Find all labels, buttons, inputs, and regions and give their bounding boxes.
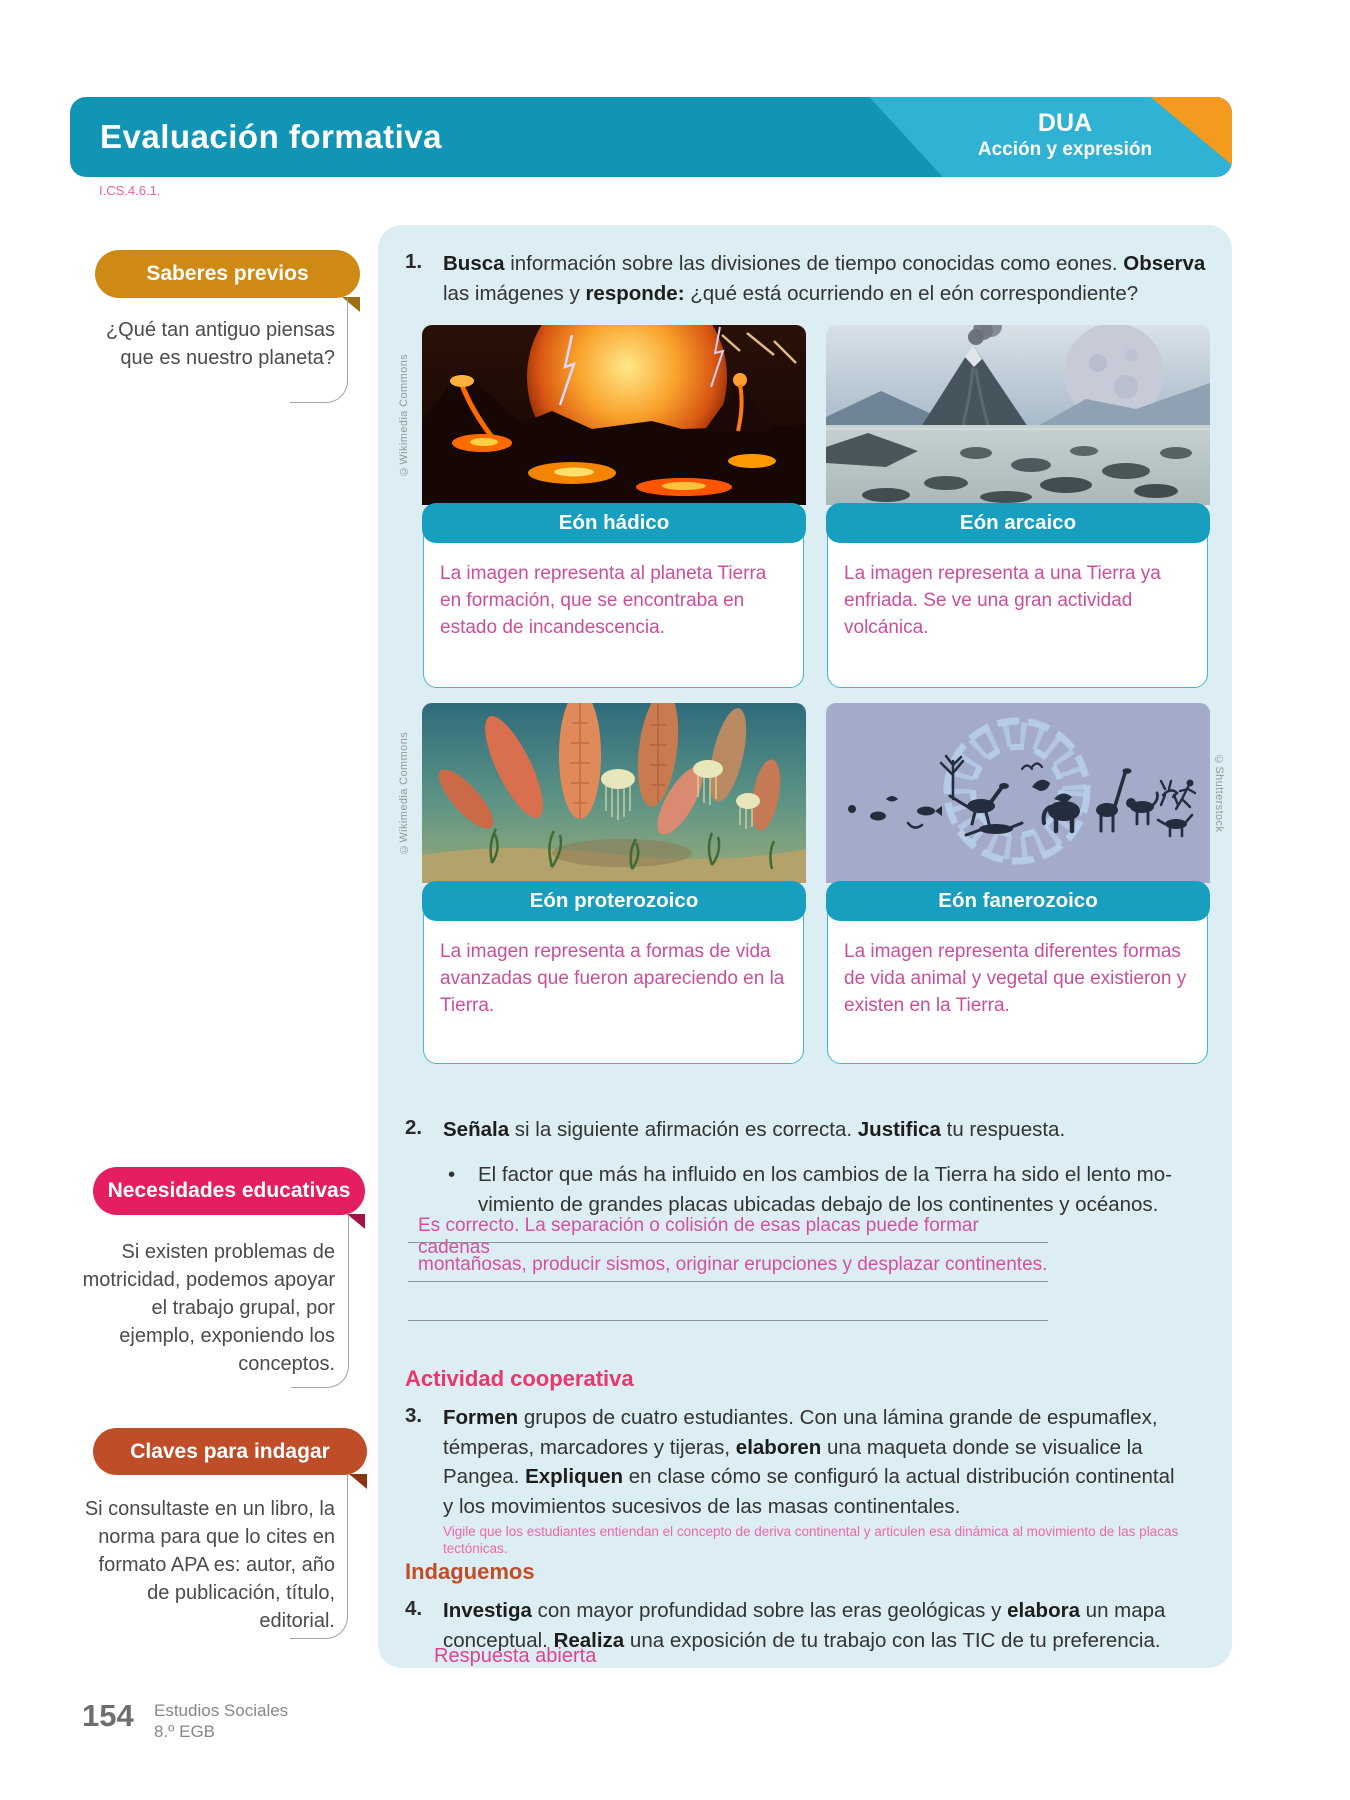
footer-grade: 8.º EGB bbox=[154, 1722, 216, 1741]
card-3-caption: La imagen representa a formas de vida avanzadas que fueron apareciendo en la Tierra. bbox=[440, 941, 785, 1016]
phanerozoic-eon-illustration bbox=[826, 703, 1210, 883]
dua-label: DUA bbox=[1037, 109, 1093, 137]
claves-para-indagar-fold bbox=[349, 1474, 367, 1489]
hadean-eon-image bbox=[422, 325, 806, 505]
card-1-credit: ©Wikimedia Commons bbox=[398, 353, 410, 477]
card-1-caption: La imagen representa al planeta Tierra en formación, que se encontraba en estado de incandescencia. bbox=[440, 563, 767, 638]
necesidades-educativas-fold bbox=[347, 1214, 365, 1229]
card-4-caption-box bbox=[827, 901, 1208, 1064]
cooperative-activity-heading: Actividad cooperativa bbox=[405, 1366, 634, 1391]
question-3-line-4: y los movimientos sucesivos de las masas continentales. bbox=[443, 1494, 961, 1518]
question-2-number: 2. bbox=[405, 1116, 423, 1139]
phanerozoic-eon-image bbox=[826, 703, 1210, 883]
claves-para-indagar-text: Si consultaste en un libro, la norma para que lo cites en formato APA es: autor, año de publicación, título, editorial. bbox=[84, 1498, 335, 1632]
question-3-line-2: témperas, marcadores y tijeras, elaboren una maqueta donde se visualice la bbox=[443, 1435, 1143, 1459]
question-4-line-2: conceptual. Realiza una exposición de tu trabajo con las TIC de tu preferencia. bbox=[443, 1628, 1161, 1652]
curriculum-code: I.CS.4.6.1. bbox=[99, 183, 161, 198]
question-2-bullet: • bbox=[448, 1163, 456, 1186]
claves-para-indagar-pill: Claves para indagar bbox=[93, 1428, 367, 1475]
open-answer-label: Respuesta abierta bbox=[434, 1645, 597, 1667]
dua-block bbox=[920, 109, 1210, 163]
necesidades-educativas-pill: Necesidades educativas bbox=[93, 1167, 365, 1215]
question-1-line-1: Busca información sobre las divisiones de tiempo conocidas como eones. Observa bbox=[443, 252, 1206, 275]
card-2-title-band: Eón arcaico bbox=[826, 503, 1210, 543]
question-4-number: 4. bbox=[405, 1597, 423, 1620]
card-1-title-band: Eón hádico bbox=[422, 503, 806, 543]
question-3-number: 3. bbox=[405, 1404, 423, 1427]
archean-eon-illustration bbox=[826, 325, 1210, 505]
teacher-note-line-2: tectónicas. bbox=[443, 1541, 508, 1556]
card-3-credit: ©Wikimedia Commons bbox=[398, 731, 410, 855]
answer-line-2: montañosas, producir sismos, originar erupciones y desplazar continentes. bbox=[408, 1246, 1048, 1282]
bullet-line-2: vimiento de grandes placas ubicadas debajo de los continentes y océanos. bbox=[478, 1192, 1159, 1216]
card-4-title-band: Eón fanerozoico bbox=[826, 881, 1210, 921]
answer-line-3 bbox=[408, 1285, 1048, 1321]
teacher-note bbox=[443, 1523, 1223, 1557]
card-4-caption: La imagen representa diferentes formas de vida animal y vegetal que existieron y existen en la Tierra. bbox=[844, 941, 1187, 1016]
saberes-previos-pill: Saberes previos bbox=[95, 250, 360, 298]
card-2-caption: La imagen representa a una Tierra ya enfriada. Se ve una gran actividad volcánica. bbox=[844, 563, 1161, 638]
question-3-text bbox=[443, 1403, 1221, 1521]
question-1-text bbox=[443, 249, 1221, 308]
question-3-line-1: Formen grupos de cuatro estudiantes. Con una lámina grande de espumaflex, bbox=[443, 1406, 1158, 1429]
question-4-line-1: Investiga con mayor profundidad sobre las eras geológicas y elabora un mapa bbox=[443, 1599, 1166, 1622]
answer-line-1: Es correcto. La separación o colisión de esas placas puede formar cadenas bbox=[408, 1207, 1048, 1243]
indaguemos-heading: Indaguemos bbox=[405, 1559, 535, 1584]
card-2-caption-box bbox=[827, 523, 1208, 688]
proterozoic-eon-illustration bbox=[422, 703, 806, 883]
question-1-number: 1. bbox=[405, 250, 423, 273]
page-number: 154 bbox=[82, 1698, 134, 1733]
proterozoic-eon-image bbox=[422, 703, 806, 883]
card-1-caption-box bbox=[423, 523, 804, 688]
question-2-text: Señala si la siguiente afirmación es correcta. Justifica tu respuesta. bbox=[443, 1118, 1066, 1141]
teacher-note-line-1: Vigile que los estudiantes entiendan el concepto de deriva continental y articulen esa dinámica al movimiento de las placas bbox=[443, 1524, 1179, 1539]
card-4-credit: ©Shutterstock bbox=[1213, 753, 1225, 833]
header-bar bbox=[70, 97, 1232, 177]
footer-subject: Estudios Sociales bbox=[154, 1701, 289, 1720]
card-3-title-band: Eón proterozoico bbox=[422, 881, 806, 921]
page-title: Evaluación formativa bbox=[100, 118, 442, 155]
dua-sublabel: Acción y expresión bbox=[977, 139, 1153, 160]
bullet-line-1: El factor que más ha influido en los cambios de la Tierra ha sido el lento mo- bbox=[478, 1163, 1172, 1186]
saberes-previos-text: ¿Qué tan antiguo piensas que es nuestro planeta? bbox=[105, 319, 335, 369]
archean-eon-image bbox=[826, 325, 1210, 505]
hadean-eon-illustration bbox=[422, 325, 806, 505]
question-1-line-2: las imágenes y responde: ¿qué está ocurriendo en el eón correspondiente? bbox=[443, 281, 1139, 305]
necesidades-educativas-text: Si existen problemas de motricidad, podemos apoyar el trabajo grupal, por ejemplo, exponiendo los conceptos. bbox=[82, 1241, 335, 1375]
question-3-line-3: Pangea. Expliquen en clase cómo se configuró la actual distribución continental bbox=[443, 1465, 1175, 1488]
card-3-caption-box bbox=[423, 901, 804, 1064]
